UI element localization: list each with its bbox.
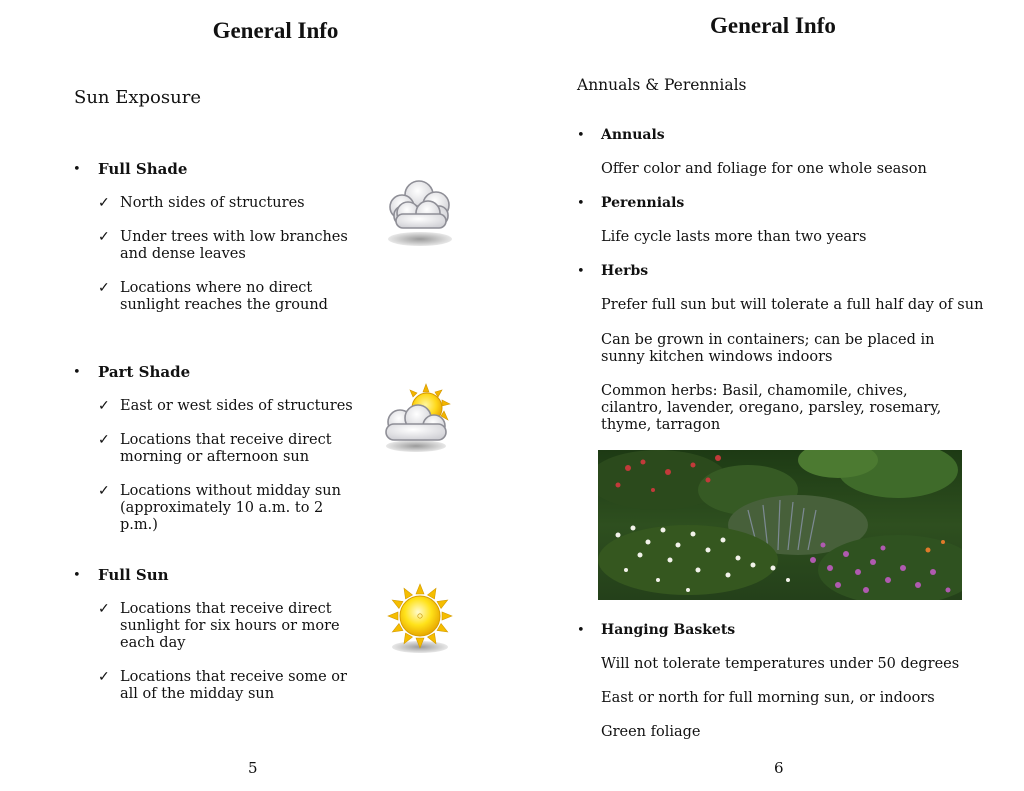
garden-photo — [598, 450, 962, 600]
sun-icon — [384, 582, 456, 658]
page-number: 6 — [774, 759, 784, 777]
check-icon: ✓ — [98, 195, 110, 211]
bullet-icon: • — [577, 264, 585, 279]
group-label-full-sun: Full Sun — [98, 566, 169, 584]
description-text: Green foliage — [601, 724, 701, 740]
page-number: 5 — [248, 759, 258, 777]
list-item: Locations that receive direct morning or afternoon sun — [120, 432, 332, 465]
group-label-perennials: Perennials — [601, 195, 685, 211]
cloud-icon — [382, 176, 458, 250]
check-icon: ✓ — [98, 229, 110, 245]
page-title: General Info — [710, 13, 836, 38]
page-title: General Info — [212, 18, 339, 43]
check-icon: ✓ — [98, 398, 110, 414]
page-6 — [512, 0, 1024, 791]
section-heading-annuals-perennials: Annuals & Perennials — [577, 76, 747, 94]
group-label-hanging-baskets: Hanging Baskets — [601, 622, 736, 638]
list-item: Locations that receive some or all of the midday sun — [120, 669, 347, 702]
bullet-icon: • — [577, 623, 585, 638]
group-label-herbs: Herbs — [601, 263, 649, 279]
check-icon: ✓ — [98, 483, 110, 499]
check-icon: ✓ — [98, 280, 110, 296]
bullet-icon: • — [73, 365, 81, 380]
list-item: North sides of structures — [120, 195, 305, 211]
list-item: Under trees with low branches and dense leaves — [120, 229, 348, 262]
partly-cloudy-icon — [380, 382, 456, 456]
list-item: Locations without midday sun (approximately 10 a.m. to 2 p.m.) — [120, 483, 341, 533]
list-item: East or west sides of structures — [120, 398, 353, 414]
group-label-annuals: Annuals — [601, 127, 665, 143]
check-icon: ✓ — [98, 669, 110, 685]
description-text: Offer color and foliage for one whole season — [601, 161, 927, 177]
description-text: Can be grown in containers; can be placed in sunny kitchen windows indoors — [601, 332, 935, 365]
bullet-icon: • — [73, 162, 81, 177]
description-text: Common herbs: Basil, chamomile, chives, cilantro, lavender, oregano, parsley, rosemary, thyme, tarragon — [601, 383, 942, 433]
group-label-part-shade: Part Shade — [98, 363, 191, 381]
description-text: Life cycle lasts more than two years — [601, 229, 867, 245]
section-heading-sun-exposure: Sun Exposure — [74, 87, 201, 108]
group-label-full-shade: Full Shade — [98, 160, 188, 178]
check-icon: ✓ — [98, 432, 110, 448]
bullet-icon: • — [577, 196, 585, 211]
bullet-icon: • — [73, 568, 81, 583]
description-text: Will not tolerate temperatures under 50 degrees — [601, 656, 960, 672]
description-text: East or north for full morning sun, or indoors — [601, 690, 935, 706]
list-item: Locations where no direct sunlight reaches the ground — [120, 280, 328, 313]
check-icon: ✓ — [98, 601, 110, 617]
bullet-icon: • — [577, 128, 585, 143]
list-item: Locations that receive direct sunlight for six hours or more each day — [120, 601, 340, 651]
description-text: Prefer full sun but will tolerate a full half day of sun — [601, 297, 984, 313]
